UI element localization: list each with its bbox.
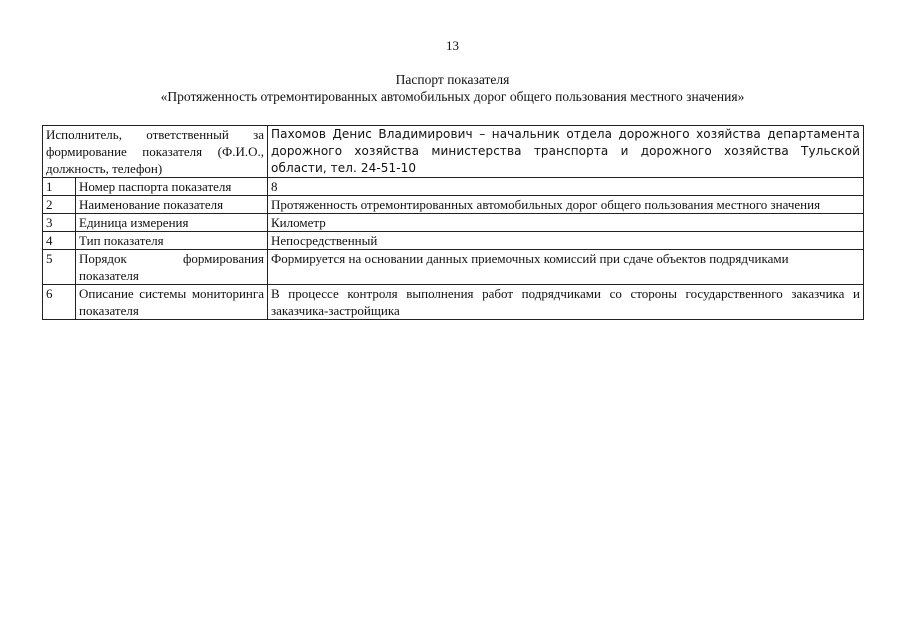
row-value: Непосредственный xyxy=(268,232,864,250)
document-title xyxy=(0,71,905,105)
title-line-1: Паспорт показателя xyxy=(395,72,510,87)
row-number: 6 xyxy=(43,285,76,320)
table-row xyxy=(43,214,864,232)
row-value: Протяженность отремонтированных автомобильных дорог общего пользования местного значения xyxy=(268,196,864,214)
page-number: 13 xyxy=(446,38,459,53)
table-row xyxy=(43,285,864,320)
row-label: Наименование показателя xyxy=(76,196,268,214)
table-row xyxy=(43,250,864,285)
row-number: 2 xyxy=(43,196,76,214)
row-number: 1 xyxy=(43,178,76,196)
indicator-passport-table xyxy=(42,125,864,320)
title-line-2: «Протяженность отремонтированных автомобильных дорог общего пользования местного значения» xyxy=(160,89,745,104)
row-number: 4 xyxy=(43,232,76,250)
row-number: 5 xyxy=(43,250,76,285)
executor-value: Пахомов Денис Владимирович – начальник отдела дорожного хозяйства департамента дорожного хозяйства министерства транспорта и дорожного хозяйства Тульской области, тел. 24-51-10 xyxy=(268,126,864,178)
row-label: Порядок формирования показателя xyxy=(76,250,268,285)
row-number: 3 xyxy=(43,214,76,232)
row-label: Номер паспорта показателя xyxy=(76,178,268,196)
row-value: 8 xyxy=(268,178,864,196)
table-row xyxy=(43,178,864,196)
table-row xyxy=(43,196,864,214)
row-label: Тип показателя xyxy=(76,232,268,250)
row-label: Описание системы мониторинга показателя xyxy=(76,285,268,320)
table-row xyxy=(43,232,864,250)
row-value: Километр xyxy=(268,214,864,232)
executor-label: Исполнитель, ответственный за формирование показателя (Ф.И.О., должность, телефон) xyxy=(43,126,268,178)
row-value: Формируется на основании данных приемочных комиссий при сдаче объектов подрядчиками xyxy=(268,250,864,285)
row-label: Единица измерения xyxy=(76,214,268,232)
row-value: В процессе контроля выполнения работ подрядчиками со стороны государственного заказчика и заказчика-застройщика xyxy=(268,285,864,320)
table-row-executor xyxy=(43,126,864,178)
